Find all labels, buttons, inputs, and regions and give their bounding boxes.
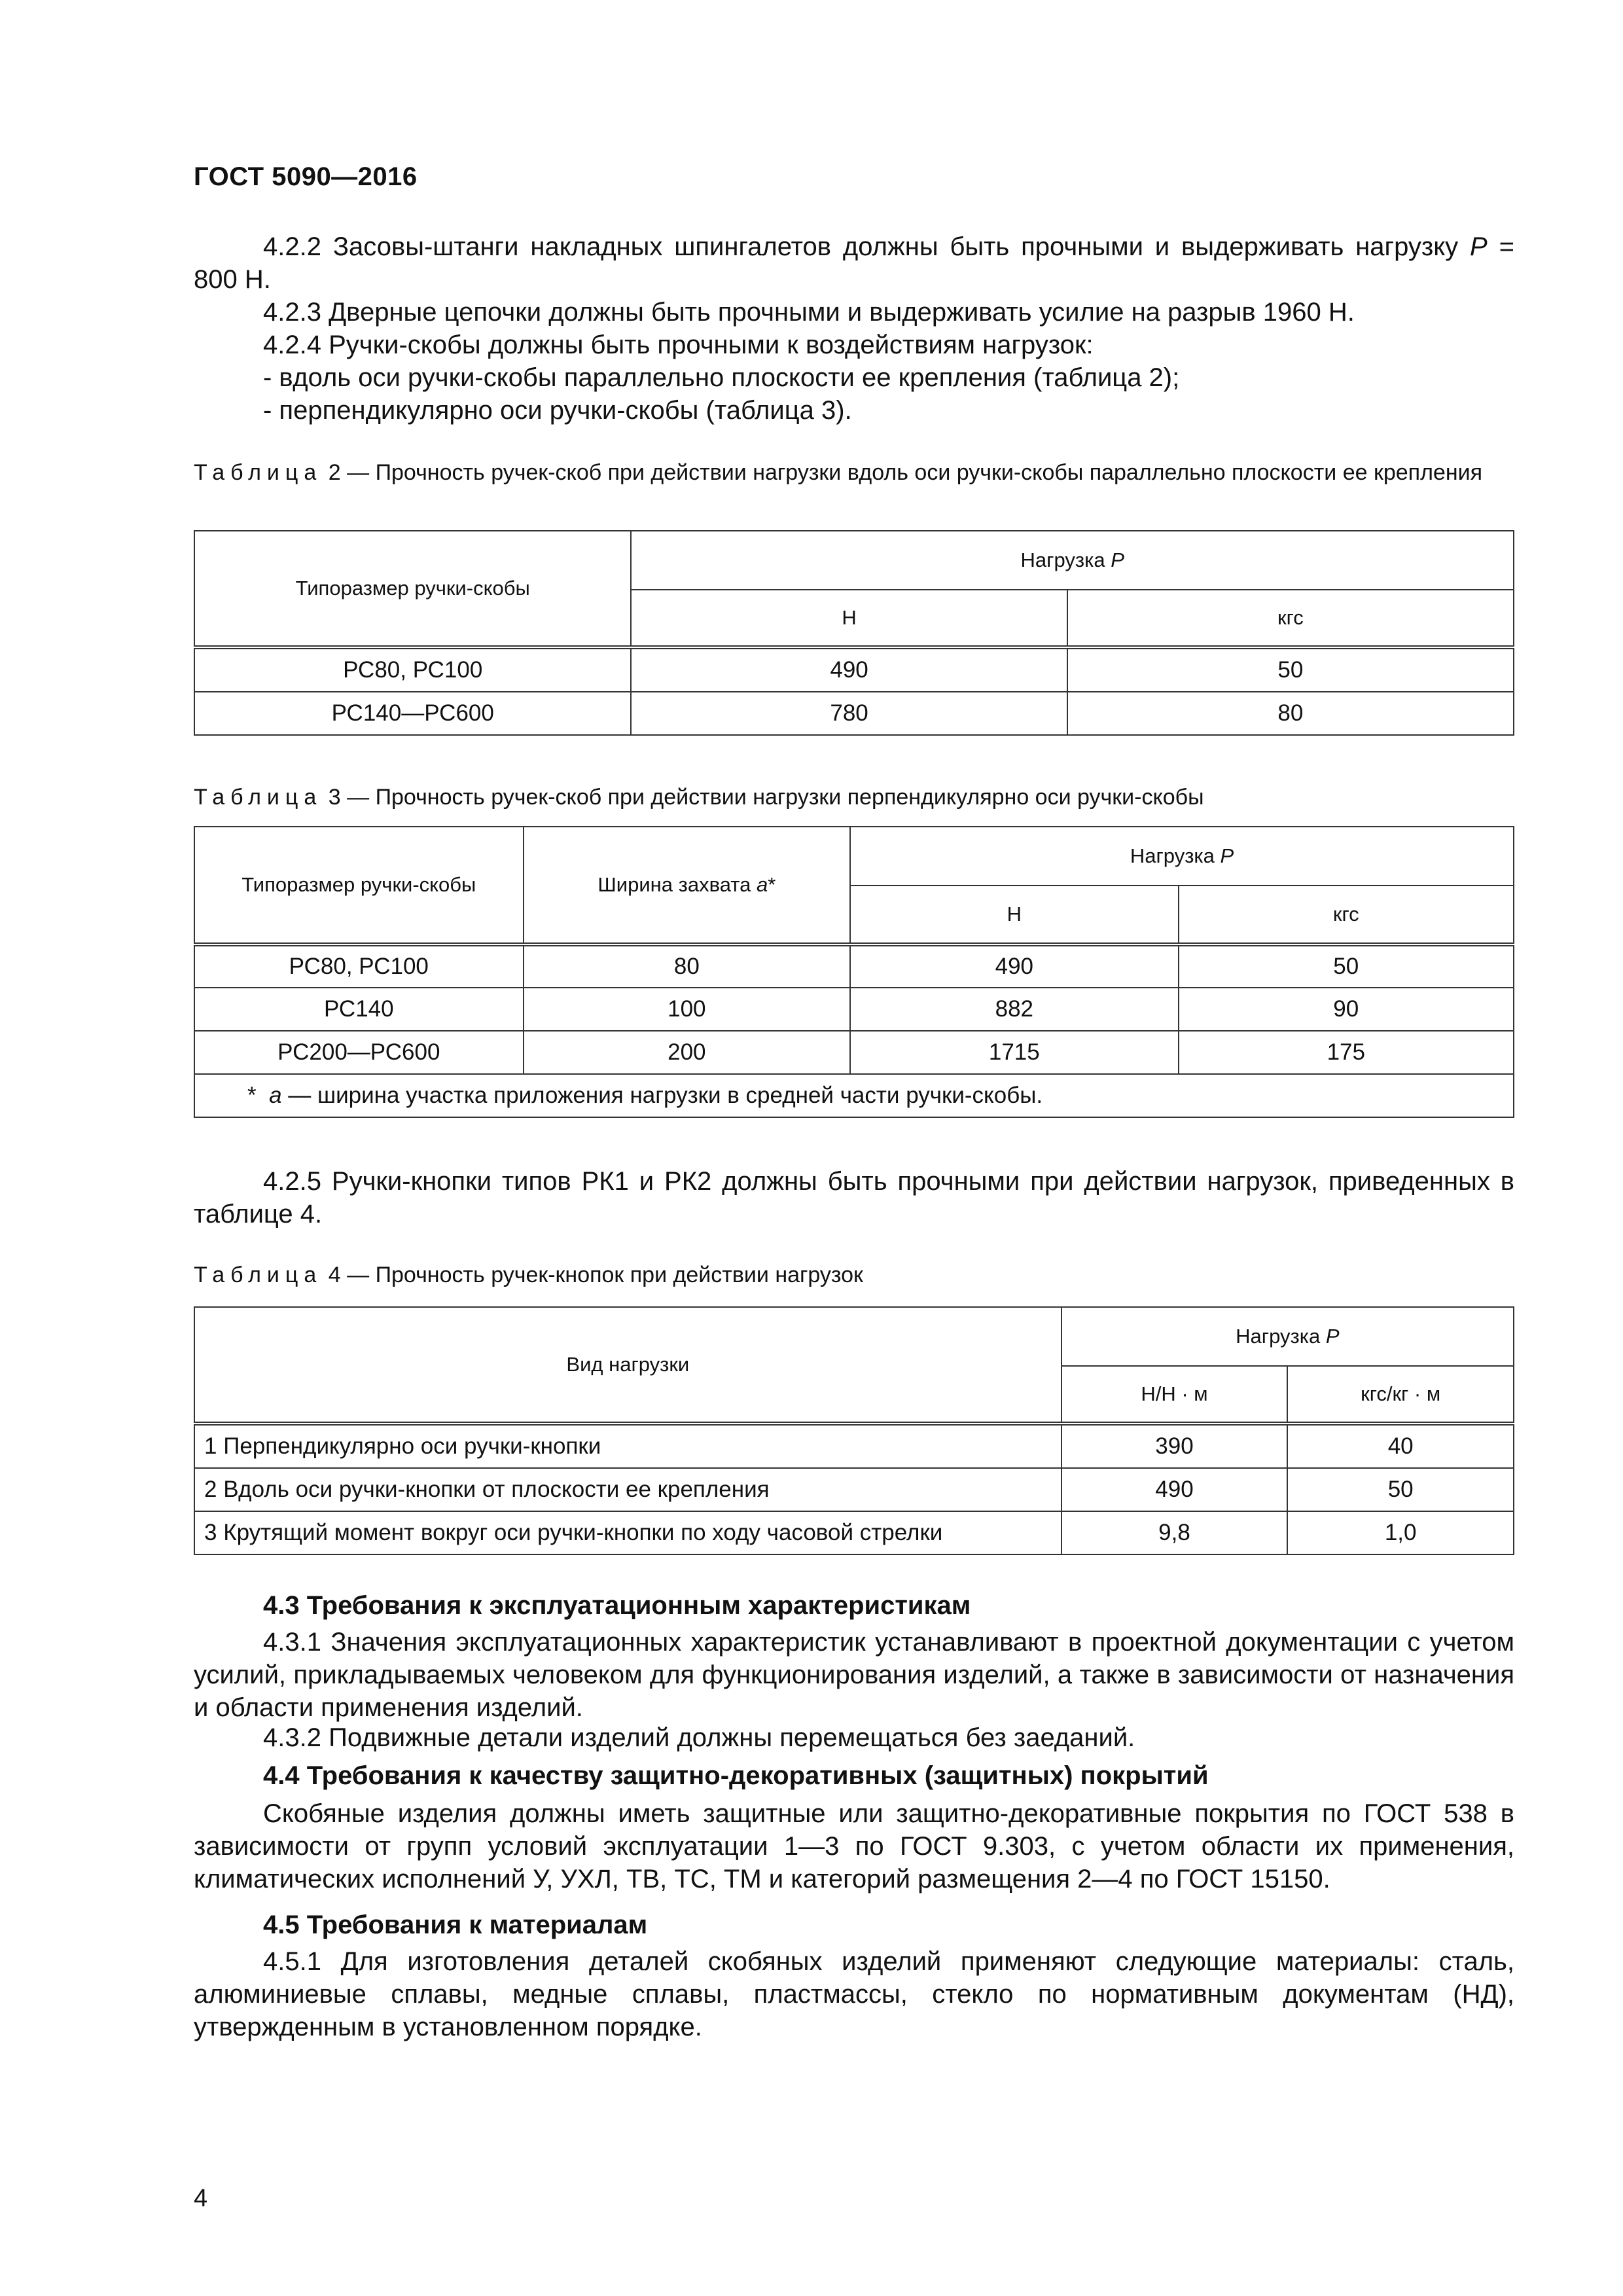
table-cell: РС200—РС600 <box>194 1031 524 1074</box>
table-cell: РС140 <box>194 988 524 1031</box>
table-3-header-width <box>524 827 851 944</box>
table-2-header-n: Н <box>631 590 1067 647</box>
section-heading-4-5: 4.5 Требования к материалам <box>263 1910 648 1939</box>
document-header: ГОСТ 5090—2016 <box>194 162 418 191</box>
paragraph-4-2-2-text: 4.2.2 Засовы-штанги накладных шпингалетов должны быть прочными и выдерживать нагрузку <box>263 232 1459 261</box>
table-cell: 2 Вдоль оси ручки-кнопки от плоскости ее крепления <box>194 1468 1061 1511</box>
table-3-caption-text: 3 — Прочность ручек-скоб при действии нагрузки перпендикулярно оси ручки-скобы <box>328 785 1204 810</box>
list-item: - перпендикулярно оси ручки-скобы (таблица 3). <box>263 396 852 425</box>
table-3-header-size: Типоразмер ручки-скобы <box>194 827 524 944</box>
table-row <box>194 692 1514 735</box>
table-cell: РС80, РС100 <box>194 944 524 988</box>
table-4-header-load-label: Нагрузка <box>1236 1325 1321 1348</box>
paragraph-4-3-1: 4.3.1 Значения эксплуатационных характеристик устанавливают в проектной документации с учетом усилий, прикладываемых человеком для функционирования изделий, а также в зависимости от назначения и области применения изделий. <box>194 1628 1514 1722</box>
table-cell: 175 <box>1179 1031 1514 1074</box>
page-number: 4 <box>194 2185 208 2212</box>
table-4-caption <box>194 1261 1514 1289</box>
table-3-footnote-text: — ширина участка приложения нагрузки в средней части ручки-скобы. <box>288 1083 1043 1108</box>
table-4-header-type: Вид нагрузки <box>194 1307 1061 1424</box>
table-cell: 50 <box>1287 1468 1514 1511</box>
table-3-caption <box>194 783 1514 812</box>
table-cell: 50 <box>1179 944 1514 988</box>
table-cell: 1715 <box>850 1031 1178 1074</box>
symbol-p: P <box>1470 232 1488 261</box>
section-heading-4-4: 4.4 Требования к качеству защитно-декоративных (защитных) покрытий <box>263 1761 1209 1790</box>
table-cell: 490 <box>850 944 1178 988</box>
table-2-header-load-label: Нагрузка <box>1020 548 1105 571</box>
table-row <box>194 1424 1514 1468</box>
table-2-caption-text: 2 — Прочность ручек-скоб при действии нагрузки вдоль оси ручки-скобы параллельно плоскости ее крепления <box>328 460 1483 485</box>
paragraph-4-2-2-value: = 800 Н. <box>194 232 1514 294</box>
table-cell: 90 <box>1179 988 1514 1031</box>
table-cell: 490 <box>1061 1468 1288 1511</box>
table-3-header-kgs: кгс <box>1179 886 1514 944</box>
table-cell: 100 <box>524 988 851 1031</box>
table-row <box>194 1468 1514 1511</box>
table-2-label: Таблица <box>194 460 323 485</box>
footnote-mark: * <box>768 873 776 896</box>
table-cell: РС80, РС100 <box>194 647 631 692</box>
table-4-header-kgs: кгс/кг · м <box>1287 1366 1514 1424</box>
table-2-caption <box>194 458 1514 487</box>
table-cell: 9,8 <box>1061 1511 1288 1554</box>
table-cell: 490 <box>631 647 1067 692</box>
paragraph-4-2-4: 4.2.4 Ручки-скобы должны быть прочными к воздействиям нагрузок: <box>263 331 1094 359</box>
paragraph-4-2-5: 4.2.5 Ручки-кнопки типов РК1 и РК2 должны быть прочными при действии нагрузок, приведенных в таблице 4. <box>194 1167 1514 1229</box>
table-3-header-n: Н <box>850 886 1178 944</box>
table-cell: 80 <box>524 944 851 988</box>
table-row <box>194 1511 1514 1554</box>
table-cell: 1,0 <box>1287 1511 1514 1554</box>
symbol-a: a <box>756 873 768 896</box>
table-cell: 50 <box>1067 647 1514 692</box>
paragraph-4-5-1: 4.5.1 Для изготовления деталей скобяных изделий применяют следующие материалы: сталь, алюминиевые сплавы, медные сплавы, пластмассы, стекло по нормативным документам (НД), утвержденным в установленном порядке. <box>194 1947 1514 2041</box>
table-3-footnote-row <box>194 1074 1514 1117</box>
table-cell: 40 <box>1287 1424 1514 1468</box>
table-4-header-n: Н/Н · м <box>1061 1366 1288 1424</box>
paragraph-4-4: Скобяные изделия должны иметь защитные или защитно-декоративные покрытия по ГОСТ 538 в зависимости от групп условий эксплуатации 1—3 по ГОСТ 9.303, с учетом области их применения, климатических исполнений У, УХЛ, ТВ, ТС, ТМ и категорий размещения 2—4 по ГОСТ 15150. <box>194 1799 1514 1893</box>
table-cell: 780 <box>631 692 1067 735</box>
table-3 <box>194 826 1514 1118</box>
table-4-caption-text: 4 — Прочность ручек-кнопок при действии нагрузок <box>328 1263 863 1287</box>
symbol-p: P <box>1325 1325 1340 1348</box>
table-4-label: Таблица <box>194 1263 323 1287</box>
table-2-header-size: Типоразмер ручки-скобы <box>194 531 631 647</box>
table-cell: 3 Крутящий момент вокруг оси ручки-кнопки по ходу часовой стрелки <box>194 1511 1061 1554</box>
table-2 <box>194 530 1514 736</box>
table-cell: 1 Перпендикулярно оси ручки-кнопки <box>194 1424 1061 1468</box>
table-row <box>194 944 1514 988</box>
table-3-header-load-label: Нагрузка <box>1130 844 1215 867</box>
table-cell: 390 <box>1061 1424 1288 1468</box>
list-item: - вдоль оси ручки-скобы параллельно плоскости ее крепления (таблица 2); <box>263 363 1180 392</box>
table-row <box>194 1031 1514 1074</box>
table-row <box>194 647 1514 692</box>
table-3-label: Таблица <box>194 785 323 810</box>
symbol-p: P <box>1220 844 1234 867</box>
symbol-a: a <box>269 1083 282 1108</box>
paragraph-4-2-2 <box>194 230 1514 296</box>
table-row <box>194 988 1514 1031</box>
table-2-header-kgs: кгс <box>1067 590 1514 647</box>
paragraph-4-3-2: 4.3.2 Подвижные детали изделий должны перемещаться без заеданий. <box>263 1723 1135 1752</box>
table-2-header-load <box>631 531 1514 590</box>
table-4 <box>194 1306 1514 1555</box>
table-3-footnote <box>194 1074 1514 1117</box>
table-4-header-load <box>1061 1307 1514 1366</box>
table-cell: 80 <box>1067 692 1514 735</box>
table-3-header-load <box>850 827 1514 886</box>
table-cell: 882 <box>850 988 1178 1031</box>
footnote-mark: * <box>247 1083 257 1108</box>
symbol-p: P <box>1111 548 1124 571</box>
table-cell: РС140—РС600 <box>194 692 631 735</box>
table-3-header-width-label: Ширина захвата <box>597 873 751 896</box>
paragraph-4-2-3: 4.2.3 Дверные цепочки должны быть прочными и выдерживать усилие на разрыв 1960 Н. <box>263 298 1355 327</box>
table-cell: 200 <box>524 1031 851 1074</box>
section-heading-4-3: 4.3 Требования к эксплуатационным характеристикам <box>263 1591 971 1620</box>
